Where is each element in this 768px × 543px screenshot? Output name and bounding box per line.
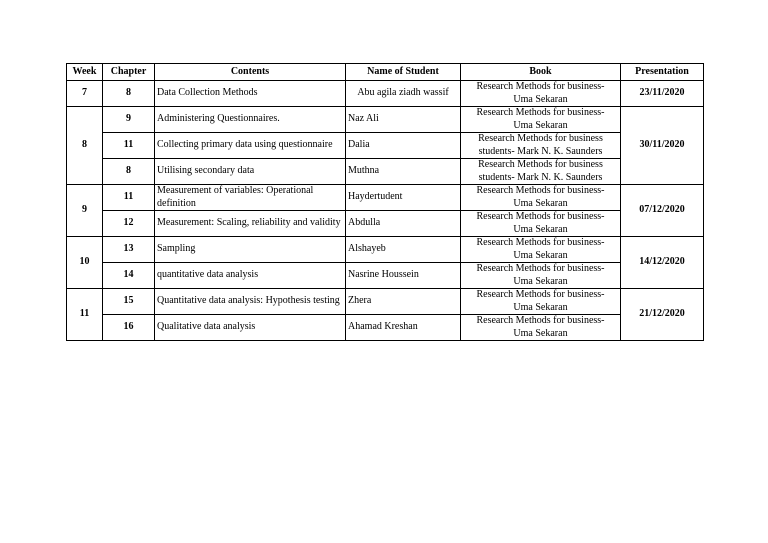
- book-cell: [461, 315, 621, 341]
- contents-cell: Administering Questionnaires.: [155, 107, 346, 133]
- student-cell: Dalia: [346, 133, 461, 159]
- book-cell: [461, 263, 621, 289]
- contents-cell: Qualitative data analysis: [155, 315, 346, 341]
- student-cell: Nasrine Houssein: [346, 263, 461, 289]
- week-cell: 9: [67, 185, 103, 237]
- presentation-cell: 30/11/2020: [621, 107, 704, 185]
- week-cell: 8: [67, 107, 103, 185]
- chapter-cell: 8: [103, 81, 155, 107]
- book-line: Research Methods for business-: [476, 185, 605, 196]
- table-row: [67, 263, 704, 289]
- book-line: Research Methods for business-: [476, 237, 605, 248]
- chapter-cell: 14: [103, 263, 155, 289]
- student-cell: Zhera: [346, 289, 461, 315]
- presentation-cell: 07/12/2020: [621, 185, 704, 237]
- student-cell: Alshayeb: [346, 237, 461, 263]
- book-line: Uma Sekaran: [513, 275, 568, 287]
- contents-cell: Measurement of variables: Operational definition: [155, 185, 346, 211]
- chapter-cell: 13: [103, 237, 155, 263]
- student-cell: Haydertudent: [346, 185, 461, 211]
- student-cell: Abu agila ziadh wassif: [346, 81, 461, 107]
- book-cell: [461, 133, 621, 159]
- student-cell: Naz Ali: [346, 107, 461, 133]
- header-week: Week: [67, 64, 103, 81]
- table-row: [67, 107, 704, 133]
- week-cell: 7: [67, 81, 103, 107]
- presentation-cell: 23/11/2020: [621, 81, 704, 107]
- book-line: Uma Sekaran: [513, 197, 568, 209]
- book-line: Research Methods for business-: [476, 107, 605, 118]
- book-line: students- Mark N. K. Saunders: [478, 171, 603, 183]
- book-cell: [461, 107, 621, 133]
- book-line: students- Mark N. K. Saunders: [478, 145, 603, 157]
- header-row: [67, 64, 704, 81]
- table-row: [67, 289, 704, 315]
- table-row: [67, 237, 704, 263]
- book-cell: [461, 289, 621, 315]
- chapter-cell: 8: [103, 159, 155, 185]
- student-cell: Muthna: [346, 159, 461, 185]
- book-line: Research Methods for business-: [476, 289, 605, 300]
- book-line: Uma Sekaran: [513, 223, 568, 235]
- book-line: Uma Sekaran: [513, 249, 568, 261]
- table-row: [67, 159, 704, 185]
- chapter-cell: 16: [103, 315, 155, 341]
- contents-cell: Utilising secondary data: [155, 159, 346, 185]
- chapter-cell: 12: [103, 211, 155, 237]
- chapter-cell: 15: [103, 289, 155, 315]
- contents-cell: Quantitative data analysis: Hypothesis testing: [155, 289, 346, 315]
- contents-cell: Measurement: Scaling, reliability and validity: [155, 211, 346, 237]
- book-line: Research Methods for business-: [476, 263, 605, 274]
- book-cell: [461, 211, 621, 237]
- chapter-cell: 11: [103, 133, 155, 159]
- header-contents: Contents: [155, 64, 346, 81]
- week-cell: 11: [67, 289, 103, 341]
- contents-cell: Data Collection Methods: [155, 81, 346, 107]
- book-line: Research Methods for business-: [476, 315, 605, 326]
- table-row: [67, 81, 704, 107]
- book-line: Research Methods for business-: [476, 211, 605, 222]
- table-row: [67, 211, 704, 237]
- book-line: Uma Sekaran: [513, 119, 568, 131]
- week-cell: 10: [67, 237, 103, 289]
- header-book: Book: [461, 64, 621, 81]
- book-line: Research Methods for business: [478, 133, 603, 144]
- presentation-cell: 21/12/2020: [621, 289, 704, 341]
- book-cell: [461, 81, 621, 107]
- book-cell: [461, 237, 621, 263]
- book-cell: [461, 185, 621, 211]
- student-cell: Abdulla: [346, 211, 461, 237]
- book-line: Uma Sekaran: [513, 93, 568, 105]
- book-line: Research Methods for business-: [476, 81, 605, 92]
- header-chapter: Chapter: [103, 64, 155, 81]
- contents-cell: Sampling: [155, 237, 346, 263]
- table-row: [67, 315, 704, 341]
- book-cell: [461, 159, 621, 185]
- header-presentation: Presentation: [621, 64, 704, 81]
- student-cell: Ahamad Kreshan: [346, 315, 461, 341]
- schedule-table: [66, 63, 704, 341]
- table-row: [67, 185, 704, 211]
- book-line: Research Methods for business: [478, 159, 603, 170]
- book-line: Uma Sekaran: [513, 327, 568, 339]
- chapter-cell: 9: [103, 107, 155, 133]
- presentation-cell: 14/12/2020: [621, 237, 704, 289]
- table-row: [67, 133, 704, 159]
- contents-cell: Collecting primary data using questionnaire: [155, 133, 346, 159]
- book-line: Uma Sekaran: [513, 301, 568, 313]
- chapter-cell: 11: [103, 185, 155, 211]
- header-student: Name of Student: [346, 64, 461, 81]
- contents-cell: quantitative data analysis: [155, 263, 346, 289]
